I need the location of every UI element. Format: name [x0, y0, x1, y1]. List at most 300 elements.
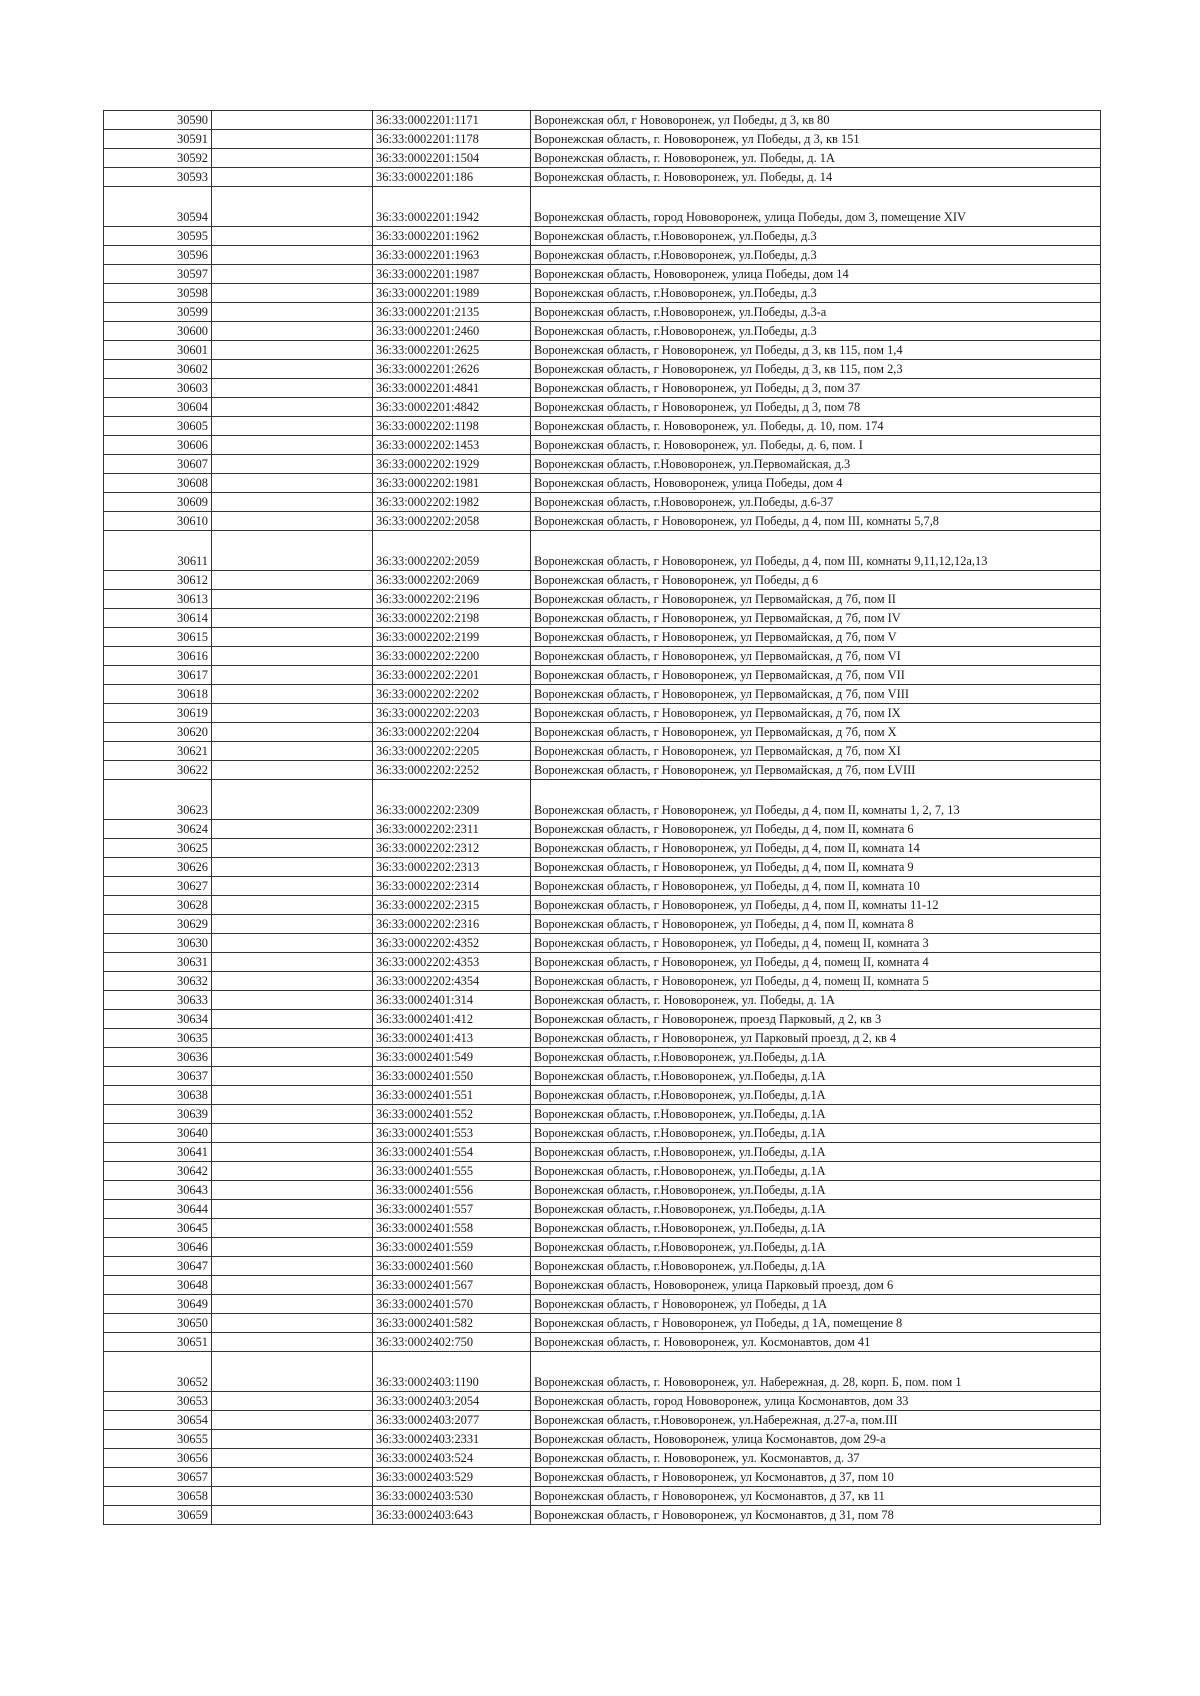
table-row	[104, 379, 1101, 398]
table-row	[104, 436, 1101, 455]
row-number-cell: 30602	[104, 360, 212, 379]
cadastral-number-cell: 36:33:0002201:1171	[373, 111, 531, 130]
table-row	[104, 647, 1101, 666]
row-number-cell: 30647	[104, 1257, 212, 1276]
address-cell: Воронежская область, г.Нововоронеж, ул.Набережная, д.27-а, пом.III	[531, 1411, 1101, 1430]
address-cell: Воронежская область, г.Нововоронеж, ул.Победы, д.1А	[531, 1048, 1101, 1067]
address-cell: Воронежская область, г. Нововоронеж, ул. Космонавтов, дом 41	[531, 1333, 1101, 1352]
row-number-cell: 30644	[104, 1200, 212, 1219]
cadastral-number-cell: 36:33:0002202:2201	[373, 666, 531, 685]
cadastral-number-cell: 36:33:0002401:549	[373, 1048, 531, 1067]
empty-cell	[212, 1162, 373, 1181]
cadastral-number-cell: 36:33:0002202:1198	[373, 417, 531, 436]
address-cell: Воронежская область, г.Нововоронеж, ул.Победы, д.1А	[531, 1200, 1101, 1219]
empty-cell	[212, 820, 373, 839]
empty-cell	[212, 915, 373, 934]
cadastral-number-cell: 36:33:0002401:570	[373, 1295, 531, 1314]
table-row	[104, 1048, 1101, 1067]
empty-cell	[212, 398, 373, 417]
address-cell: Воронежская область, г Нововоронеж, ул Победы, д 4, пом II, комнаты 11-12	[531, 896, 1101, 915]
address-cell: Воронежская область, г.Нововоронеж, ул.Победы, д.3-а	[531, 303, 1101, 322]
address-cell: Воронежская область, г. Нововоронеж, ул. Победы, д. 1А	[531, 991, 1101, 1010]
row-number-cell: 30603	[104, 379, 212, 398]
row-number-cell: 30632	[104, 972, 212, 991]
empty-cell	[212, 455, 373, 474]
table-row	[104, 820, 1101, 839]
row-number-cell: 30622	[104, 761, 212, 780]
table-row	[104, 322, 1101, 341]
row-number-cell: 30594	[104, 187, 212, 227]
row-number-cell: 30629	[104, 915, 212, 934]
address-cell: Воронежская область, г Нововоронеж, ул Первомайская, д 7б, пом II	[531, 590, 1101, 609]
address-cell: Воронежская область, г Нововоронеж, ул Победы, д 4, помещ II, комната 3	[531, 934, 1101, 953]
cadastral-number-cell: 36:33:0002202:2313	[373, 858, 531, 877]
address-cell: Воронежская область, г.Нововоронеж, ул.Победы, д.3	[531, 284, 1101, 303]
row-number-cell: 30649	[104, 1295, 212, 1314]
row-number-cell: 30633	[104, 991, 212, 1010]
table-row	[104, 915, 1101, 934]
table-row	[104, 571, 1101, 590]
address-cell: Воронежская область, г Нововоронеж, ул Победы, д 1А, помещение 8	[531, 1314, 1101, 1333]
address-cell: Воронежская область, г Нововоронеж, ул Первомайская, д 7б, пом X	[531, 723, 1101, 742]
empty-cell	[212, 1352, 373, 1392]
cadastral-number-cell: 36:33:0002401:558	[373, 1219, 531, 1238]
empty-cell	[212, 1086, 373, 1105]
empty-cell	[212, 761, 373, 780]
row-number-cell: 30650	[104, 1314, 212, 1333]
empty-cell	[212, 953, 373, 972]
row-number-cell: 30658	[104, 1487, 212, 1506]
empty-cell	[212, 991, 373, 1010]
cadastral-number-cell: 36:33:0002202:2309	[373, 780, 531, 820]
empty-cell	[212, 1124, 373, 1143]
cadastral-number-cell: 36:33:0002202:2199	[373, 628, 531, 647]
empty-cell	[212, 149, 373, 168]
row-number-cell: 30615	[104, 628, 212, 647]
table-row	[104, 953, 1101, 972]
cadastral-number-cell: 36:33:0002401:557	[373, 1200, 531, 1219]
address-cell: Воронежская область, Нововоронеж, улица Победы, дом 4	[531, 474, 1101, 493]
row-number-cell: 30653	[104, 1392, 212, 1411]
cadastral-number-cell: 36:33:0002401:413	[373, 1029, 531, 1048]
row-number-cell: 30591	[104, 130, 212, 149]
address-cell: Воронежская область, г.Нововоронеж, ул.Победы, д.1А	[531, 1105, 1101, 1124]
cadastral-number-cell: 36:33:0002201:4841	[373, 379, 531, 398]
row-number-cell: 30604	[104, 398, 212, 417]
empty-cell	[212, 647, 373, 666]
empty-cell	[212, 1468, 373, 1487]
row-number-cell: 30639	[104, 1105, 212, 1124]
address-cell: Воронежская область, г Нововоронеж, ул Первомайская, д 7б, пом XI	[531, 742, 1101, 761]
table-row	[104, 1411, 1101, 1430]
empty-cell	[212, 284, 373, 303]
empty-cell	[212, 1506, 373, 1525]
table-row	[104, 839, 1101, 858]
empty-cell	[212, 531, 373, 571]
cadastral-number-cell: 36:33:0002202:2059	[373, 531, 531, 571]
address-cell: Воронежская область, г Нововоронеж, ул Первомайская, д 7б, пом IV	[531, 609, 1101, 628]
empty-cell	[212, 839, 373, 858]
empty-cell	[212, 1067, 373, 1086]
cadastral-number-cell: 36:33:0002401:556	[373, 1181, 531, 1200]
address-cell: Воронежская область, г Нововоронеж, ул Космонавтов, д 31, пом 78	[531, 1506, 1101, 1525]
address-cell: Воронежская область, г.Нововоронеж, ул.Победы, д.6-37	[531, 493, 1101, 512]
cadastral-number-cell: 36:33:0002401:559	[373, 1238, 531, 1257]
address-cell: Воронежская область, г. Нововоронеж, ул. Победы, д. 1А	[531, 149, 1101, 168]
row-number-cell: 30600	[104, 322, 212, 341]
table-row	[104, 455, 1101, 474]
cadastral-number-cell: 36:33:0002403:530	[373, 1487, 531, 1506]
row-number-cell: 30605	[104, 417, 212, 436]
table-row	[104, 1143, 1101, 1162]
empty-cell	[212, 1392, 373, 1411]
empty-cell	[212, 1314, 373, 1333]
row-number-cell: 30608	[104, 474, 212, 493]
row-number-cell: 30636	[104, 1048, 212, 1067]
row-number-cell: 30659	[104, 1506, 212, 1525]
cadastral-number-cell: 36:33:0002202:2311	[373, 820, 531, 839]
cadastral-number-cell: 36:33:0002202:2205	[373, 742, 531, 761]
table-row	[104, 284, 1101, 303]
table-row	[104, 474, 1101, 493]
cadastral-number-cell: 36:33:0002401:553	[373, 1124, 531, 1143]
row-number-cell: 30620	[104, 723, 212, 742]
table-row	[104, 1487, 1101, 1506]
empty-cell	[212, 1029, 373, 1048]
table-row	[104, 130, 1101, 149]
row-number-cell: 30657	[104, 1468, 212, 1487]
empty-cell	[212, 187, 373, 227]
address-cell: Воронежская область, г Нововоронеж, ул Победы, д 4, пом II, комната 10	[531, 877, 1101, 896]
address-cell: Воронежская область, г.Нововоронеж, ул.Победы, д.1А	[531, 1219, 1101, 1238]
row-number-cell: 30610	[104, 512, 212, 531]
row-number-cell: 30651	[104, 1333, 212, 1352]
cadastral-number-cell: 36:33:0002201:2625	[373, 341, 531, 360]
table-row	[104, 417, 1101, 436]
cadastral-number-cell: 36:33:0002403:1190	[373, 1352, 531, 1392]
empty-cell	[212, 341, 373, 360]
address-cell: Воронежская область, Нововоронеж, улица Парковый проезд, дом 6	[531, 1276, 1101, 1295]
cadastral-number-cell: 36:33:0002202:4353	[373, 953, 531, 972]
address-cell: Воронежская область, г.Нововоронеж, ул.Победы, д.1А	[531, 1143, 1101, 1162]
table-row	[104, 1105, 1101, 1124]
cadastral-number-cell: 36:33:0002201:1942	[373, 187, 531, 227]
cadastral-number-cell: 36:33:0002401:551	[373, 1086, 531, 1105]
table-row	[104, 111, 1101, 130]
table-row	[104, 303, 1101, 322]
empty-cell	[212, 877, 373, 896]
empty-cell	[212, 1181, 373, 1200]
row-number-cell: 30646	[104, 1238, 212, 1257]
empty-cell	[212, 609, 373, 628]
row-number-cell: 30617	[104, 666, 212, 685]
address-cell: Воронежская область, г Нововоронеж, проезд Парковый, д 2, кв 3	[531, 1010, 1101, 1029]
empty-cell	[212, 1219, 373, 1238]
empty-cell	[212, 322, 373, 341]
cadastral-number-cell: 36:33:0002202:2200	[373, 647, 531, 666]
cadastral-number-cell: 36:33:0002201:186	[373, 168, 531, 187]
cadastral-number-cell: 36:33:0002401:567	[373, 1276, 531, 1295]
cadastral-number-cell: 36:33:0002202:1981	[373, 474, 531, 493]
address-cell: Воронежская область, г.Нововоронеж, ул.Победы, д.1А	[531, 1124, 1101, 1143]
empty-cell	[212, 436, 373, 455]
table-row	[104, 1124, 1101, 1143]
cadastral-number-cell: 36:33:0002201:4842	[373, 398, 531, 417]
row-number-cell: 30607	[104, 455, 212, 474]
cadastral-number-cell: 36:33:0002402:750	[373, 1333, 531, 1352]
row-number-cell: 30621	[104, 742, 212, 761]
address-cell: Воронежская область, г Нововоронеж, ул Первомайская, д 7б, пом IX	[531, 704, 1101, 723]
empty-cell	[212, 704, 373, 723]
empty-cell	[212, 130, 373, 149]
table-row	[104, 666, 1101, 685]
table-row	[104, 168, 1101, 187]
table-row	[104, 149, 1101, 168]
address-cell: Воронежская область, г.Нововоронеж, ул.Победы, д.1А	[531, 1162, 1101, 1181]
cadastral-number-cell: 36:33:0002202:1453	[373, 436, 531, 455]
table-row	[104, 723, 1101, 742]
empty-cell	[212, 246, 373, 265]
empty-cell	[212, 742, 373, 761]
empty-cell	[212, 1411, 373, 1430]
empty-cell	[212, 265, 373, 284]
address-cell: Воронежская область, г.Нововоронеж, ул.Победы, д.3	[531, 246, 1101, 265]
table-row	[104, 742, 1101, 761]
address-cell: Воронежская область, Нововоронеж, улица Космонавтов, дом 29-а	[531, 1430, 1101, 1449]
table-row	[104, 685, 1101, 704]
row-number-cell: 30648	[104, 1276, 212, 1295]
empty-cell	[212, 685, 373, 704]
cadastral-number-cell: 36:33:0002202:1929	[373, 455, 531, 474]
empty-cell	[212, 360, 373, 379]
table-row	[104, 858, 1101, 877]
row-number-cell: 30631	[104, 953, 212, 972]
row-number-cell: 30599	[104, 303, 212, 322]
address-cell: Воронежская область, г Нововоронеж, ул Первомайская, д 7б, пом LVIII	[531, 761, 1101, 780]
empty-cell	[212, 1257, 373, 1276]
row-number-cell: 30634	[104, 1010, 212, 1029]
row-number-cell: 30595	[104, 227, 212, 246]
address-cell: Воронежская область, г.Нововоронеж, ул.Победы, д.1А	[531, 1181, 1101, 1200]
table-row	[104, 227, 1101, 246]
address-cell: Воронежская область, г Нововоронеж, ул Победы, д 4, пом II, комната 8	[531, 915, 1101, 934]
row-number-cell: 30638	[104, 1086, 212, 1105]
table-row	[104, 1449, 1101, 1468]
empty-cell	[212, 1430, 373, 1449]
address-cell: Воронежская область, г Нововоронеж, ул Космонавтов, д 37, кв 11	[531, 1487, 1101, 1506]
address-cell: Воронежская область, г Нововоронеж, ул Победы, д 3, пом 37	[531, 379, 1101, 398]
table-row	[104, 896, 1101, 915]
cadastral-number-cell: 36:33:0002201:1963	[373, 246, 531, 265]
empty-cell	[212, 417, 373, 436]
address-cell: Воронежская область, г Нововоронеж, ул Победы, д 4, пом II, комната 6	[531, 820, 1101, 839]
table-row	[104, 493, 1101, 512]
address-cell: Воронежская область, г.Нововоронеж, ул.Победы, д.1А	[531, 1238, 1101, 1257]
property-register-table	[103, 110, 1101, 1525]
empty-cell	[212, 1276, 373, 1295]
cadastral-number-cell: 36:33:0002202:2196	[373, 590, 531, 609]
cadastral-number-cell: 36:33:0002401:560	[373, 1257, 531, 1276]
address-cell: Воронежская область, город Нововоронеж, улица Победы, дом 3, помещение XIV	[531, 187, 1101, 227]
row-number-cell: 30643	[104, 1181, 212, 1200]
row-number-cell: 30618	[104, 685, 212, 704]
empty-cell	[212, 1449, 373, 1468]
address-cell: Воронежская область, г Нововоронеж, ул Победы, д 4, помещ II, комната 4	[531, 953, 1101, 972]
table-row	[104, 1352, 1101, 1392]
cadastral-number-cell: 36:33:0002201:1989	[373, 284, 531, 303]
address-cell: Воронежская область, г. Нововоронеж, ул. Победы, д. 6, пом. I	[531, 436, 1101, 455]
empty-cell	[212, 972, 373, 991]
table-row	[104, 934, 1101, 953]
table-row	[104, 1219, 1101, 1238]
address-cell: Воронежская область, г Нововоронеж, ул Победы, д 4, пом III, комнаты 9,11,12,12а,13	[531, 531, 1101, 571]
empty-cell	[212, 1238, 373, 1257]
table-row	[104, 1506, 1101, 1525]
cadastral-number-cell: 36:33:0002403:2331	[373, 1430, 531, 1449]
address-cell: Воронежская область, г. Нововоронеж, ул. Победы, д. 14	[531, 168, 1101, 187]
table-row	[104, 1333, 1101, 1352]
cadastral-number-cell: 36:33:0002202:2312	[373, 839, 531, 858]
table-row	[104, 1392, 1101, 1411]
row-number-cell: 30609	[104, 493, 212, 512]
address-cell: Воронежская область, г Нововоронеж, ул Парковый проезд, д 2, кв 4	[531, 1029, 1101, 1048]
table-row	[104, 341, 1101, 360]
table-row	[104, 1181, 1101, 1200]
cadastral-number-cell: 36:33:0002401:582	[373, 1314, 531, 1333]
table-row	[104, 187, 1101, 227]
cadastral-number-cell: 36:33:0002201:1962	[373, 227, 531, 246]
empty-cell	[212, 628, 373, 647]
table-row	[104, 1200, 1101, 1219]
empty-cell	[212, 1105, 373, 1124]
row-number-cell: 30655	[104, 1430, 212, 1449]
address-cell: Воронежская область, г. Нововоронеж, ул. Набережная, д. 28, корп. Б, пом. пом 1	[531, 1352, 1101, 1392]
table-row	[104, 1468, 1101, 1487]
address-cell: Воронежская область, г Нововоронеж, ул Победы, д 3, кв 115, пом 1,4	[531, 341, 1101, 360]
cadastral-number-cell: 36:33:0002201:2626	[373, 360, 531, 379]
empty-cell	[212, 303, 373, 322]
address-cell: Воронежская область, г Нововоронеж, ул Победы, д 3, пом 78	[531, 398, 1101, 417]
cadastral-number-cell: 36:33:0002202:2314	[373, 877, 531, 896]
row-number-cell: 30596	[104, 246, 212, 265]
row-number-cell: 30637	[104, 1067, 212, 1086]
table-body	[104, 111, 1101, 1525]
row-number-cell: 30601	[104, 341, 212, 360]
table-row	[104, 877, 1101, 896]
cadastral-number-cell: 36:33:0002202:2316	[373, 915, 531, 934]
cadastral-number-cell: 36:33:0002403:524	[373, 1449, 531, 1468]
empty-cell	[212, 571, 373, 590]
row-number-cell: 30593	[104, 168, 212, 187]
table-row	[104, 761, 1101, 780]
cadastral-number-cell: 36:33:0002401:555	[373, 1162, 531, 1181]
cadastral-number-cell: 36:33:0002403:2077	[373, 1411, 531, 1430]
table-row	[104, 398, 1101, 417]
table-row	[104, 1430, 1101, 1449]
empty-cell	[212, 493, 373, 512]
cadastral-number-cell: 36:33:0002403:529	[373, 1468, 531, 1487]
cadastral-number-cell: 36:33:0002201:2135	[373, 303, 531, 322]
address-cell: Воронежская область, город Нововоронеж, улица Космонавтов, дом 33	[531, 1392, 1101, 1411]
address-cell: Воронежская область, г.Нововоронеж, ул.Первомайская, д.3	[531, 455, 1101, 474]
empty-cell	[212, 780, 373, 820]
address-cell: Воронежская область, г.Нововоронеж, ул.Победы, д.1А	[531, 1257, 1101, 1276]
row-number-cell: 30656	[104, 1449, 212, 1468]
cadastral-number-cell: 36:33:0002401:550	[373, 1067, 531, 1086]
empty-cell	[212, 1333, 373, 1352]
table-row	[104, 512, 1101, 531]
empty-cell	[212, 1200, 373, 1219]
empty-cell	[212, 1010, 373, 1029]
empty-cell	[212, 896, 373, 915]
address-cell: Воронежская область, г Нововоронеж, ул Победы, д 4, пом III, комнаты 5,7,8	[531, 512, 1101, 531]
table-row	[104, 360, 1101, 379]
address-cell: Воронежская область, г Нововоронеж, ул Первомайская, д 7б, пом VIII	[531, 685, 1101, 704]
row-number-cell: 30598	[104, 284, 212, 303]
cadastral-number-cell: 36:33:0002202:2198	[373, 609, 531, 628]
address-cell: Воронежская область, Нововоронеж, улица Победы, дом 14	[531, 265, 1101, 284]
address-cell: Воронежская обл, г Нововоронеж, ул Победы, д 3, кв 80	[531, 111, 1101, 130]
empty-cell	[212, 666, 373, 685]
row-number-cell: 30614	[104, 609, 212, 628]
address-cell: Воронежская область, г Нововоронеж, ул Победы, д 4, пом II, комнаты 1, 2, 7, 13	[531, 780, 1101, 820]
empty-cell	[212, 1143, 373, 1162]
table-row	[104, 628, 1101, 647]
cadastral-number-cell: 36:33:0002403:643	[373, 1506, 531, 1525]
table-row	[104, 609, 1101, 628]
address-cell: Воронежская область, г Нововоронеж, ул Победы, д 4, помещ II, комната 5	[531, 972, 1101, 991]
address-cell: Воронежская область, г. Нововоронеж, ул. Победы, д. 10, пом. 174	[531, 417, 1101, 436]
cadastral-number-cell: 36:33:0002202:2204	[373, 723, 531, 742]
cadastral-number-cell: 36:33:0002201:1178	[373, 130, 531, 149]
table-row	[104, 1067, 1101, 1086]
row-number-cell: 30597	[104, 265, 212, 284]
empty-cell	[212, 723, 373, 742]
cadastral-number-cell: 36:33:0002202:4354	[373, 972, 531, 991]
empty-cell	[212, 512, 373, 531]
table-row	[104, 1257, 1101, 1276]
table-row	[104, 1314, 1101, 1333]
empty-cell	[212, 1487, 373, 1506]
table-row	[104, 1276, 1101, 1295]
table-row	[104, 265, 1101, 284]
address-cell: Воронежская область, г Нововоронеж, ул Победы, д 3, кв 115, пом 2,3	[531, 360, 1101, 379]
address-cell: Воронежская область, г. Нововоронеж, ул. Космонавтов, д. 37	[531, 1449, 1101, 1468]
table-row	[104, 1162, 1101, 1181]
table-row	[104, 1086, 1101, 1105]
empty-cell	[212, 590, 373, 609]
cadastral-number-cell: 36:33:0002401:552	[373, 1105, 531, 1124]
table-row	[104, 704, 1101, 723]
address-cell: Воронежская область, г Нововоронеж, ул Первомайская, д 7б, пом VII	[531, 666, 1101, 685]
row-number-cell: 30652	[104, 1352, 212, 1392]
row-number-cell: 30619	[104, 704, 212, 723]
address-cell: Воронежская область, г.Нововоронеж, ул.Победы, д.1А	[531, 1086, 1101, 1105]
address-cell: Воронежская область, г.Нововоронеж, ул.Победы, д.3	[531, 227, 1101, 246]
table-row	[104, 246, 1101, 265]
row-number-cell: 30612	[104, 571, 212, 590]
row-number-cell: 30641	[104, 1143, 212, 1162]
row-number-cell: 30616	[104, 647, 212, 666]
cadastral-number-cell: 36:33:0002202:2203	[373, 704, 531, 723]
row-number-cell: 30640	[104, 1124, 212, 1143]
empty-cell	[212, 858, 373, 877]
empty-cell	[212, 934, 373, 953]
address-cell: Воронежская область, г Нововоронеж, ул Первомайская, д 7б, пом VI	[531, 647, 1101, 666]
table-row	[104, 991, 1101, 1010]
cadastral-number-cell: 36:33:0002202:2058	[373, 512, 531, 531]
row-number-cell: 30623	[104, 780, 212, 820]
